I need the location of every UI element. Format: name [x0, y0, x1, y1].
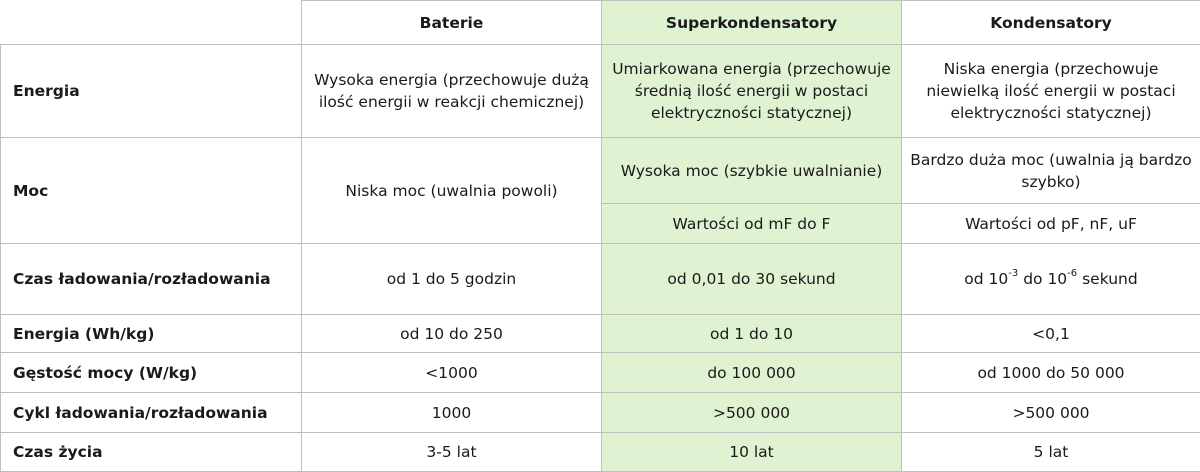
- row-label-energia-wh: Energia (Wh/kg): [1, 315, 302, 353]
- table-row-moc: [1, 138, 1200, 204]
- cell-moc-superkondensatory-values: Wartości od mF do F: [602, 204, 902, 244]
- table-row-czas: [1, 244, 1200, 315]
- cell-gestosc-baterie: <1000: [302, 353, 602, 393]
- cell-cykl-superkondensatory: >500 000: [602, 393, 902, 433]
- czas-kondensatory-mid: do 10: [1018, 270, 1068, 288]
- cell-moc-superkondensatory: Wysoka moc (szybkie uwalnianie): [602, 138, 902, 204]
- row-label-energia: Energia: [1, 45, 302, 138]
- cell-gestosc-superkondensatory: do 100 000: [602, 353, 902, 393]
- header-row: [1, 1, 1200, 45]
- cell-energia-superkondensatory: Umiarkowana energia (przechowuje średnią ilość energii w postaci elektryczności statycznej): [602, 45, 902, 138]
- cell-moc-kondensatory-values: Wartości od pF, nF, uF: [902, 204, 1200, 244]
- cell-czas-superkondensatory: od 0,01 do 30 sekund: [602, 244, 902, 315]
- czas-kondensatory-prefix: od 10: [964, 270, 1009, 288]
- column-header-baterie: Baterie: [302, 1, 602, 45]
- column-header-superkondensatory: Superkondensatory: [602, 1, 902, 45]
- row-label-czas: Czas ładowania/rozładowania: [1, 244, 302, 315]
- czas-kondensatory-exponent-2: -6: [1067, 267, 1078, 279]
- cell-energia-baterie: Wysoka energia (przechowuje dużą ilość energii w reakcji chemicznej): [302, 45, 602, 138]
- cell-energia-kondensatory: Niska energia (przechowuje niewielką ilość energii w postaci elektryczności statycznej): [902, 45, 1200, 138]
- cell-moc-kondensatory: Bardzo duża moc (uwalnia ją bardzo szybko): [902, 138, 1200, 204]
- table-row-gestosc: [1, 353, 1200, 393]
- cell-gestosc-kondensatory: od 1000 do 50 000: [902, 353, 1200, 393]
- column-header-kondensatory: Kondensatory: [902, 1, 1200, 45]
- corner-cell: [1, 1, 302, 45]
- cell-cykl-kondensatory: >500 000: [902, 393, 1200, 433]
- cell-czas-kondensatory: [902, 244, 1200, 315]
- cell-cykl-baterie: 1000: [302, 393, 602, 433]
- czas-kondensatory-exponent-1: -3: [1008, 267, 1019, 279]
- cell-moc-baterie: Niska moc (uwalnia powoli): [302, 138, 602, 244]
- table-row-cykl: [1, 393, 1200, 433]
- row-label-gestosc: Gęstość mocy (W/kg): [1, 353, 302, 393]
- cell-czas-baterie: od 1 do 5 godzin: [302, 244, 602, 315]
- table-row-energia: [1, 45, 1200, 138]
- cell-energia-wh-baterie: od 10 do 250: [302, 315, 602, 353]
- table-row-energia-wh: [1, 315, 1200, 353]
- row-label-cykl: Cykl ładowania/rozładowania: [1, 393, 302, 433]
- cell-energia-wh-superkondensatory: od 1 do 10: [602, 315, 902, 353]
- cell-zycie-superkondensatory: 10 lat: [602, 433, 902, 472]
- cell-zycie-kondensatory: 5 lat: [902, 433, 1200, 472]
- czas-kondensatory-suffix: sekund: [1077, 270, 1138, 288]
- table-row-zycie: [1, 433, 1200, 472]
- cell-zycie-baterie: 3-5 lat: [302, 433, 602, 472]
- row-label-zycie: Czas życia: [1, 433, 302, 472]
- row-label-moc: Moc: [1, 138, 302, 244]
- cell-energia-wh-kondensatory: <0,1: [902, 315, 1200, 353]
